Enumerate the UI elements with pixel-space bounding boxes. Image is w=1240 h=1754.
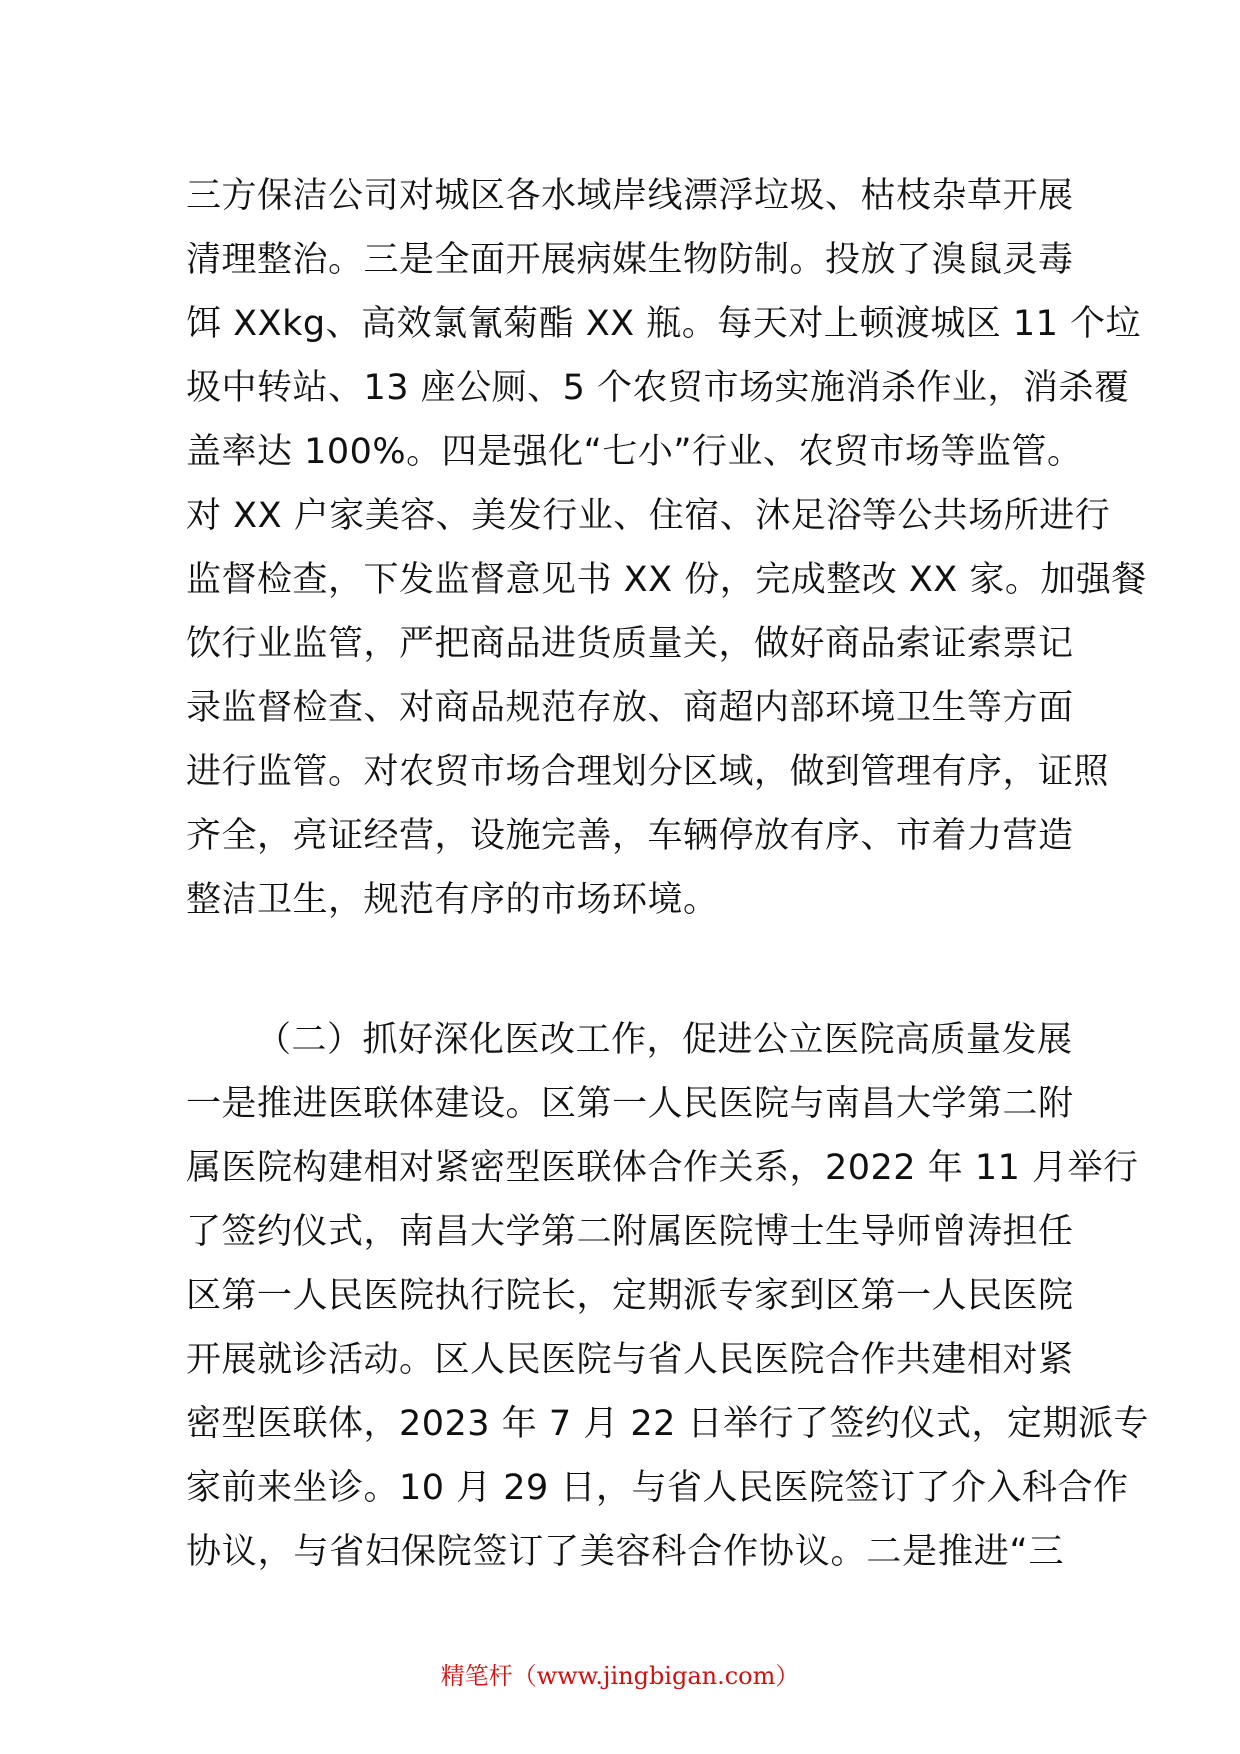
footer-watermark[interactable]: 精笔杆（www.jingbigan.com） xyxy=(440,1662,800,1690)
text-line: 了签约仪式，南昌大学第二附属医院博士生导师曾涛担任 xyxy=(186,1212,1074,1252)
text-line: 三方保洁公司对城区各水域岸线漂浮垃圾、枯枝杂草开展 xyxy=(186,176,1074,216)
text-line: 饵 XXkg、高效氯氰菊酯 XX 瓶。每天对上顿渡城区 11 个垃 xyxy=(186,304,1142,344)
text-line: 家前来坐诊。10 月 29 日，与省人民医院签订了介入科合作 xyxy=(186,1468,1129,1508)
section-heading: （二）抓好深化医改工作，促进公立医院高质量发展 xyxy=(256,1020,1073,1060)
text-line: 监督检查，下发监督意见书 XX 份，完成整改 XX 家。加强餐 xyxy=(186,560,1147,600)
text-line: 区第一人民医院执行院长，定期派专家到区第一人民医院 xyxy=(186,1276,1074,1316)
text-line: 齐全，亮证经营，设施完善，车辆停放有序、市着力营造 xyxy=(186,816,1074,856)
text-line: 密型医联体，2023 年 7 月 22 日举行了签约仪式，定期派专 xyxy=(186,1404,1150,1444)
text-line: 圾中转站、13 座公厕、5 个农贸市场实施消杀作业，消杀覆 xyxy=(186,368,1130,408)
paragraph-medical-reform xyxy=(186,1008,1150,1584)
text-line: 盖率达 100%。四是强化“七小”行业、农贸市场等监管。 xyxy=(186,432,1083,472)
text-line: 进行监管。对农贸市场合理划分区域，做到管理有序，证照 xyxy=(186,752,1110,792)
text-line: 对 XX 户家美容、美发行业、住宿、沐足浴等公共场所进行 xyxy=(186,496,1111,536)
text-line: 属医院构建相对紧密型医联体合作关系，2022 年 11 月举行 xyxy=(186,1148,1139,1188)
text-line: 整洁卫生，规范有序的市场环境。 xyxy=(186,880,719,920)
text-line: 协议，与省妇保院签订了美容科合作协议。二是推进“三 xyxy=(186,1532,1064,1572)
text-line: 录监督检查、对商品规范存放、商超内部环境卫生等方面 xyxy=(186,688,1074,728)
text-line: 清理整治。三是全面开展病媒生物防制。投放了溴鼠灵毒 xyxy=(186,240,1074,280)
text-line: 饮行业监管，严把商品进货质量关，做好商品索证索票记 xyxy=(186,624,1074,664)
paragraph-sanitation xyxy=(186,164,1147,932)
text-line: 开展就诊活动。区人民医院与省人民医院合作共建相对紧 xyxy=(186,1340,1074,1380)
text-line: 一是推进医联体建设。区第一人民医院与南昌大学第二附 xyxy=(186,1084,1074,1124)
